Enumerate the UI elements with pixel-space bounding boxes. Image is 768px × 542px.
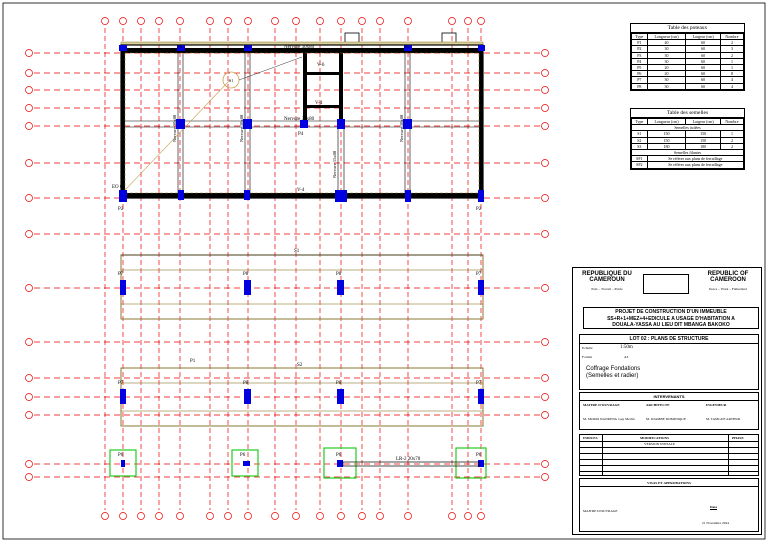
plan-name xyxy=(586,366,640,380)
right-motto: Peace – Work – Fatherland xyxy=(709,287,747,291)
vertical-grid-axes xyxy=(105,28,481,510)
beam-vert-1-label: Nervure 30x80 xyxy=(172,114,177,142)
footings-table xyxy=(630,108,745,170)
beam-vert-4-label: Nervure 30x80 xyxy=(399,114,404,142)
label-p4: P4 xyxy=(298,132,304,137)
table-row: P5 20 60 1 xyxy=(632,64,744,70)
beam-v6-label: V-6 xyxy=(317,63,325,68)
strip-footing-1 xyxy=(121,255,483,319)
plan-info-box xyxy=(579,334,759,390)
lot-title: LOT 02 : PLANS DE STRUCTURE xyxy=(580,335,758,344)
format-value: A3 xyxy=(624,355,629,359)
table-row: P4 30 60 1 xyxy=(632,58,744,64)
project-line-3: DOUALA-YASSA AU LIEU DIT MBANGA BAKOKO xyxy=(612,322,730,328)
header-count: Nombre xyxy=(720,34,743,40)
label-p1-c: P6 xyxy=(404,45,410,50)
bottom-axis-bubbles xyxy=(102,513,485,520)
header-type: Type xyxy=(632,34,648,40)
label-p1: P1 xyxy=(190,359,196,364)
project-line-1: PROJET DE CONSTRUCTION D'UN IMMEUBLE xyxy=(615,309,727,315)
label-p7-c: P7 xyxy=(118,381,124,386)
revisions-indices: INDICES xyxy=(583,436,598,440)
table-row: P7 30 60 4 xyxy=(632,77,744,83)
table-row: S3 180 180 2 xyxy=(632,143,744,149)
header-length: Longueur (cm) xyxy=(647,34,686,40)
role-engineer: INGENIEUR xyxy=(706,403,727,407)
label-p2-left: P2 xyxy=(118,207,124,212)
columns-table-title: Table des poteaux xyxy=(631,24,744,33)
table-row: P6 20 60 8 xyxy=(632,71,744,77)
reference-leader-2 xyxy=(239,57,302,80)
header-width: Largeur (cm) xyxy=(686,34,721,40)
circle-label: S1 xyxy=(229,78,234,83)
label-p6-a: P6 xyxy=(118,453,124,458)
name-owner: M. MOMO NANKENG Guy Merlin xyxy=(583,417,635,421)
table-group-row: Semelles isolées xyxy=(632,125,744,131)
table-row: P2 30 60 3 xyxy=(632,46,744,52)
approvals-box xyxy=(579,478,759,532)
echelle-value: 1:50m xyxy=(620,345,633,350)
strip-1-columns xyxy=(120,280,484,295)
role-architect: ARCHITECTE xyxy=(646,403,670,407)
label-p8-b: P8 xyxy=(336,272,342,277)
label-p7-d: P7 xyxy=(476,381,482,386)
table-row: SF1 Se référer aux plans de ferraillage xyxy=(632,156,744,162)
project-line-2: SS+R+1+MEZ+4+EDICULE A USAGE D'HABITATION A xyxy=(607,315,735,322)
date-label: Date xyxy=(710,505,717,509)
plan-name-line-1: Coffrage Fondations xyxy=(586,366,641,372)
stakeholders-title: INTERVENANTS xyxy=(580,393,758,401)
label-p6-c: P6 xyxy=(336,453,342,458)
label-p6-d: P6 xyxy=(476,453,482,458)
left-country: REPUBLIQUE DU CAMEROUN xyxy=(582,271,632,283)
label-p8-d: P8 xyxy=(336,381,342,386)
table-row: S2 150 150 2 xyxy=(632,137,744,143)
footings-table-header: Type Longueur (cm) Largeur (cm) Nombre xyxy=(632,119,744,125)
beam-bottom-label: V-4 xyxy=(297,188,305,193)
beam-vert-3-label: Nervure 15x80 xyxy=(332,150,337,178)
name-architect: M. DJAMBE DOMINIQUE xyxy=(646,417,686,421)
revisions-version: VERSION INITIALE xyxy=(644,442,676,446)
table-row: S1 150 150 1 xyxy=(632,131,744,137)
beam-vert-2-label: Nervure 30x80 xyxy=(239,114,244,142)
beam-mid-label: Nervure 30x80 xyxy=(284,117,315,122)
revisions-box xyxy=(579,434,759,476)
side-axis-bubbles xyxy=(26,50,549,481)
stakeholders-box xyxy=(579,392,759,430)
label-p8-a: P8 xyxy=(243,272,249,277)
label-s1: S1 xyxy=(294,249,300,254)
label-s2: S2 xyxy=(297,363,303,368)
label-p7-a: P7 xyxy=(118,272,124,277)
plan-name-line-2: (Semelles et radier) xyxy=(586,373,639,379)
project-title-box xyxy=(583,307,759,329)
revisions-modifications: MODIFICATIONS xyxy=(640,436,670,440)
date-value: 21 Novembre 2024 xyxy=(702,521,730,525)
right-country: REPUBLIC OF CAMEROON xyxy=(707,271,749,283)
table-row: P1 40 60 2 xyxy=(632,40,744,46)
owner-signature-label: MAITRE D'OUVRAGE xyxy=(583,509,618,513)
name-engineer: M. TAMGUE ARTHUR xyxy=(706,417,741,421)
label-p1-b: P6 xyxy=(244,45,250,50)
top-axis-bubbles xyxy=(102,18,485,25)
label-p1-a: P6 xyxy=(177,45,183,50)
label-p7-b: P7 xyxy=(476,272,482,277)
table-row: SF2 Se référer aux plans de ferraillage xyxy=(632,162,744,168)
footings-table-title: Table des semelles xyxy=(631,109,744,118)
label-p8-c: P8 xyxy=(243,381,249,386)
revisions-phase: PHASE xyxy=(732,436,744,440)
beam-lr-label: LR-2 20x70 xyxy=(396,457,421,462)
table-row: P3 30 60 2 xyxy=(632,52,744,58)
strip-2-columns xyxy=(120,389,484,404)
role-owner: MAITRE D'OUVRAGE xyxy=(583,403,620,407)
label-p6-b: P6 xyxy=(240,453,246,458)
table-group-row: Semelles filantes xyxy=(632,149,744,155)
approvals-title: VISAS ET APPROBATIONS xyxy=(580,480,758,487)
beam-top-label: Nervure 30x80 xyxy=(284,45,315,50)
logo-box xyxy=(643,274,689,294)
table-row: P8 30 60 4 xyxy=(632,83,744,89)
isolated-footings xyxy=(110,448,486,478)
title-block xyxy=(572,267,762,535)
strip-footing-1-inner xyxy=(121,270,483,304)
format-label: Format xyxy=(582,355,593,359)
left-motto: Paix – Travail – Patrie xyxy=(591,287,623,291)
label-p2-right: P2 xyxy=(476,207,482,212)
beam-v4-label: V-4 xyxy=(315,101,323,106)
label-ref: EO 0 xyxy=(112,185,123,190)
echelle-label: Echelle xyxy=(582,346,593,350)
columns-table xyxy=(630,23,745,91)
